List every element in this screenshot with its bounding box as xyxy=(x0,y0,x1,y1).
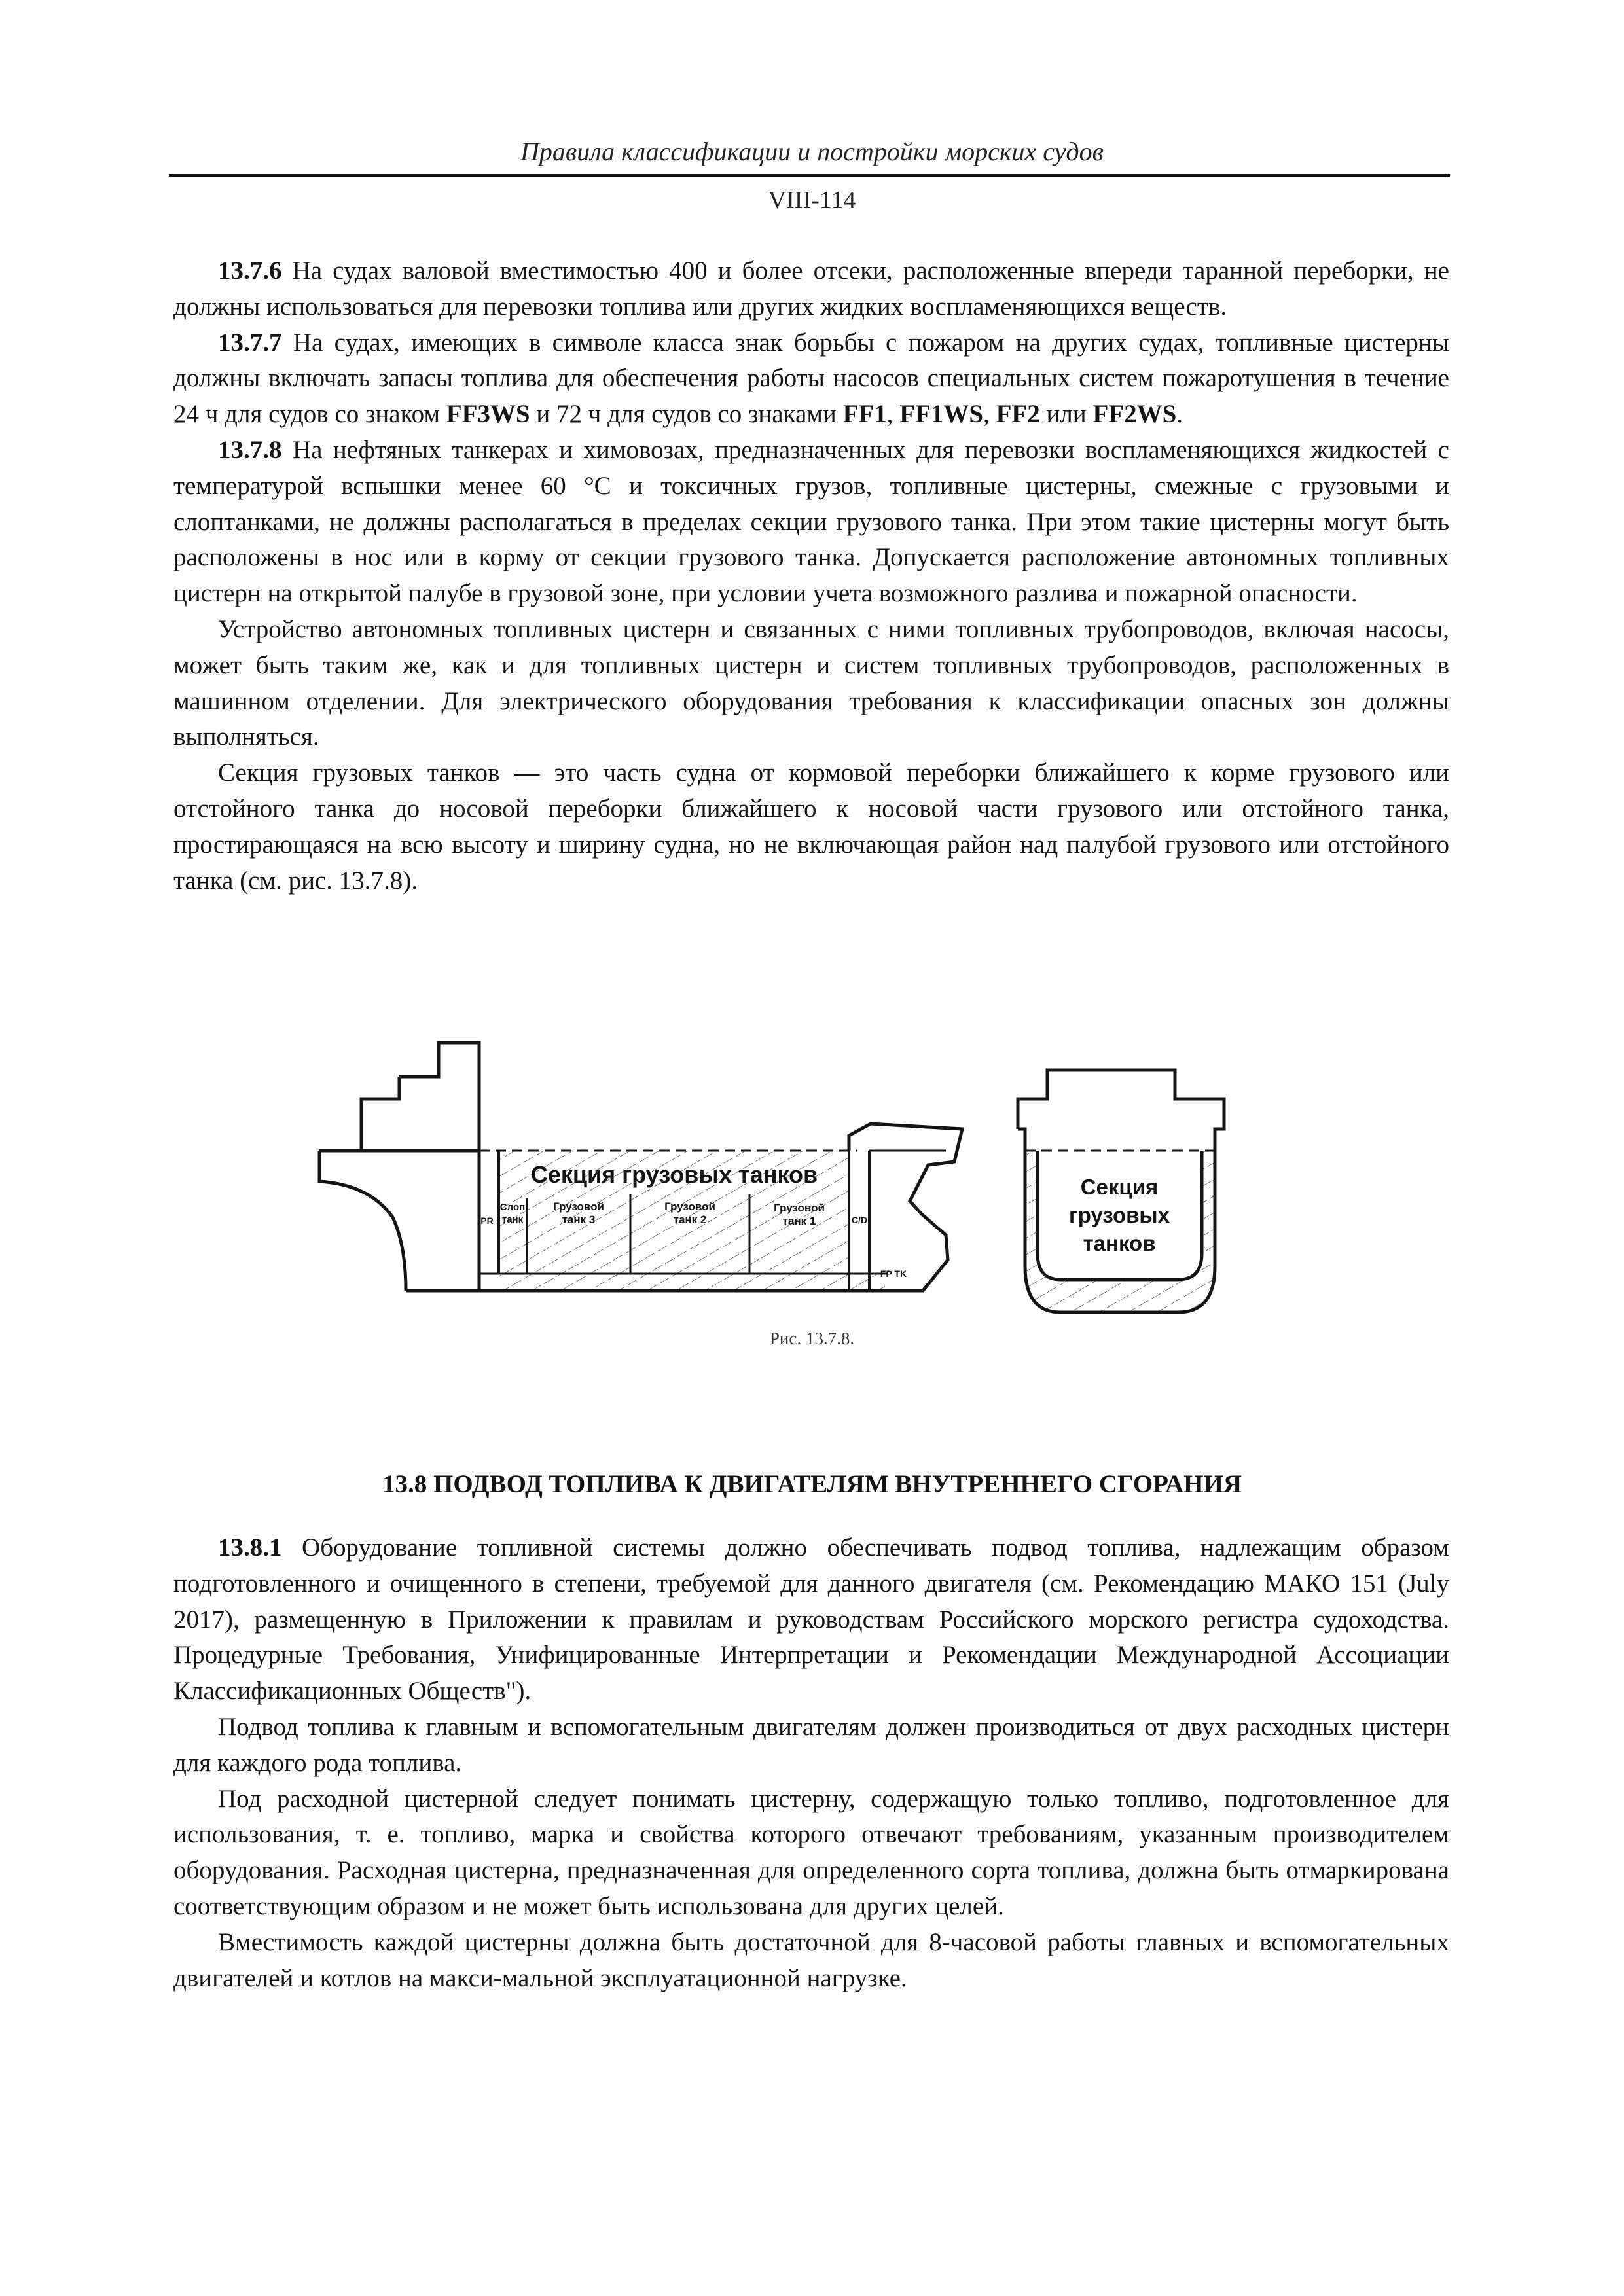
clause-number: 13.7.7 xyxy=(218,328,282,357)
cargo-tank-1-label-1: Грузовой xyxy=(774,1202,825,1214)
cargo-tank-2-label-1: Грузовой xyxy=(664,1200,715,1213)
paragraph-text: На нефтяных танкерах и химовозах, предназначенных для перевозки воспламеняющихся жидкостей с температурой вспышки менее 60 °С и токсичных грузов, топливные цистерны, смежные с грузовыми и слоптанками, не должны располагаться в пределах секции грузового танка. При этом такие цистерны могут быть расположены в нос или в корму от секции грузового танка. Допускается расположение автономных топливных цистерн на открытой палубе в грузовой зоне, при условии учета возможного разлива и пожарной опасности. xyxy=(173,435,1449,608)
cross-section-label-1: Секция xyxy=(1080,1175,1159,1199)
section-heading-13-8: 13.8 ПОДВОД ТОПЛИВА К ДВИГАТЕЛЯМ ВНУТРЕННЕГО СГОРАНИЯ xyxy=(382,1470,1242,1498)
class-sign: FF2WS xyxy=(1092,400,1177,429)
paragraph-13-7-7 xyxy=(173,325,1449,433)
section-13-8-text xyxy=(173,1530,1449,1996)
paragraph-service-tanks: Подвод топлива к главным и вспомогательным двигателям должен производиться от двух расходных цистерн для каждого рода топлива. xyxy=(173,1712,1449,1777)
stern-outline xyxy=(319,1151,406,1291)
superstructure-outline xyxy=(399,1043,479,1151)
clause-number: 13.8.1 xyxy=(218,1534,282,1562)
paragraph-text: На судах валовой вместимостью 400 и более отсеки, расположенные впереди таранной переборки, не должны использоваться для перевозки топлива или других жидких воспламеняющихся веществ. xyxy=(173,257,1449,321)
deck-house-cross-section xyxy=(1018,1070,1224,1151)
separator: , xyxy=(886,400,900,429)
slop-tank-label-1: Слоп xyxy=(499,1202,526,1213)
paragraph-text: . xyxy=(1176,400,1183,429)
paragraph-text: и 72 ч для судов со знаками xyxy=(530,400,843,429)
paragraph-text: Оборудование топливной системы должно обеспечивать подвод топлива, надлежащим образом подготовленного и очищенного в степени, требуемой для данного двигателя (см. Рекомендацию МАКО 151 (July 2017), размещенную в Приложении к правилам и руководствам Российского морского регистра судоходства. Процедурные Требования, Унифицированные Интерпретации и Рекомендации Международной Ассоциации Классификационных Обществ"). xyxy=(173,1534,1449,1706)
slop-tank-label-2: танк xyxy=(501,1214,524,1225)
pump-room-label: PR xyxy=(480,1215,494,1226)
clause-number: 13.7.8 xyxy=(218,435,282,464)
cargo-tank-3-label-1: Грузовой xyxy=(553,1200,604,1213)
paragraph-autonomous-tanks: Устройство автономных топливных цистерн и связанных с ними топливных трубопроводов, включая насосы, может быть таким же, как и для топливных цистерн и систем топливных трубопроводов, расположенных в машинном отделении. Для электрического оборудования требования к классификации опасных зон должны выполняться. xyxy=(173,615,1449,751)
cofferdam-label: C/D xyxy=(851,1215,868,1225)
paragraph-text: На судах, имеющих в символе класса знак борьбы с пожаром на других судах, топливные цистерны должны включать запасы топлива для обеспечения работы насосов специальных систем пожаротушения в течение 24 ч для судов со знаком xyxy=(173,328,1449,429)
page-number: VIII-114 xyxy=(768,187,856,214)
paragraph-text: или xyxy=(1039,400,1093,429)
double-bottom-hatch xyxy=(499,1274,885,1291)
running-header-title: Правила классификации и постройки морских судов xyxy=(520,137,1104,166)
header-rule xyxy=(169,174,1450,177)
paragraph-service-tank-definition: Под расходной цистерной следует понимать цистерну, содержащую только топливо, подготовленное для использования, т. е. топливо, марка и свойства которого отвечают требованиям, указанным производителем оборудования. Расходная цистерна, предназначенная для определенного сорта топлива, должна быть отмаркирована соответствующим образом и не может быть использована для других целей. xyxy=(173,1784,1449,1920)
separator: , xyxy=(983,400,996,429)
clause-number: 13.7.6 xyxy=(218,257,282,285)
cargo-section-label: Секция грузовых танков xyxy=(530,1161,818,1188)
paragraph-13-7-8 xyxy=(173,433,1449,612)
figure-13-7-8 xyxy=(308,1037,1316,1316)
cross-section-label-3: танков xyxy=(1083,1231,1156,1255)
paragraph-13-8-1 xyxy=(173,1530,1449,1710)
cargo-tank-1-label-2: танк 1 xyxy=(782,1215,816,1227)
cargo-tank-2-label-2: танк 2 xyxy=(673,1213,707,1226)
class-sign: FF1WS xyxy=(899,400,984,429)
cross-section-label-2: грузовых xyxy=(1069,1203,1170,1227)
paragraph-cargo-section-definition: Секция грузовых танков — это часть судна от кормовой переборки ближайшего к корме грузового или отстойного танка до носовой переборки ближайшего к носовой части грузового или отстойного танка, простирающаяся на всю высоту и ширину судна, но не включающая район над палубой грузового или отстойного танка (см. рис. 13.7.8). xyxy=(173,759,1449,895)
bow-outline xyxy=(849,1124,962,1291)
figure-caption: Рис. 13.7.8. xyxy=(769,1329,855,1348)
paragraph-service-tank-capacity: Вместимость каждой цистерны должна быть достаточной для 8-часовой работы главных и вспомогательных двигателей и котлов на макси-мальной эксплуатационной нагрузке. xyxy=(173,1928,1449,1992)
cargo-tank-3-label-2: танк 3 xyxy=(562,1213,596,1226)
cross-section-labels xyxy=(1069,1175,1170,1255)
class-sign: FF2 xyxy=(996,400,1040,429)
class-sign: FF3WS xyxy=(446,400,530,429)
section-13-7-text xyxy=(173,253,1449,899)
paragraph-13-7-6 xyxy=(173,253,1449,325)
class-sign: FF1 xyxy=(842,400,887,429)
forepeak-tank-label: FP TK xyxy=(880,1268,907,1279)
